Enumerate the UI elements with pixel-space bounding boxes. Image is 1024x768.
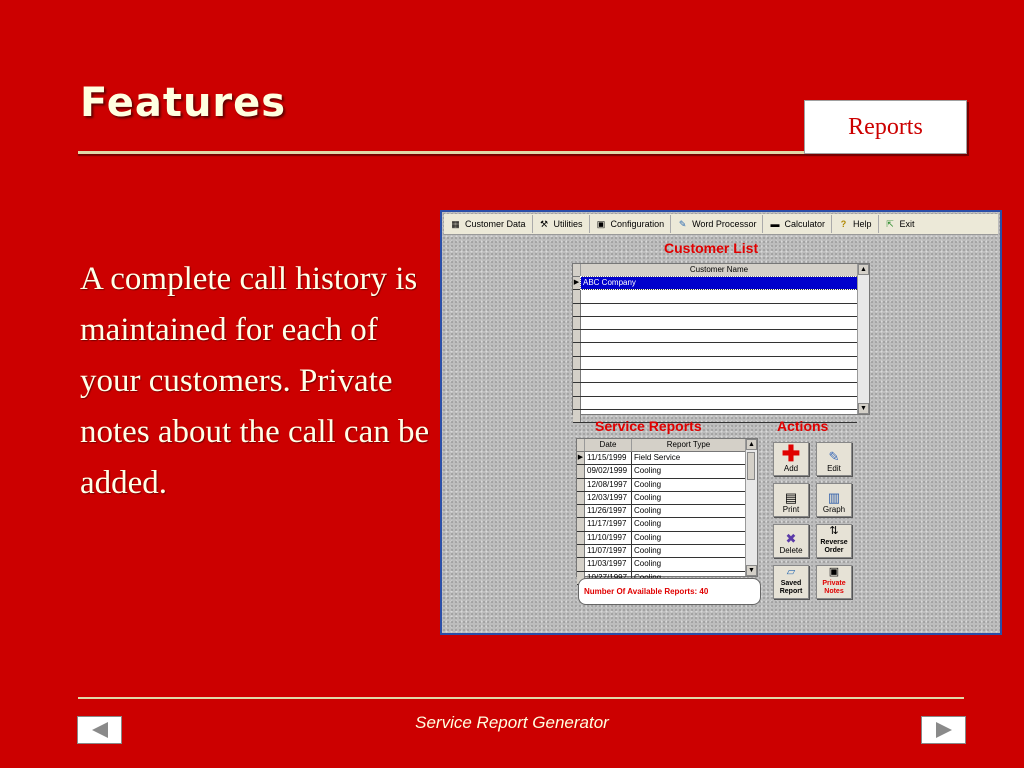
customer-data-icon: ▦ [451, 219, 460, 229]
report-type-cell: Cooling [634, 559, 662, 569]
table-row[interactable] [573, 330, 857, 343]
scroll-up-icon[interactable]: ▲ [858, 264, 869, 275]
row-selector[interactable]: ▶ [577, 452, 585, 464]
table-row[interactable] [573, 383, 857, 396]
print-button[interactable] [773, 483, 809, 517]
column-header: Report Type [666, 440, 711, 449]
reports-button[interactable]: Reports [804, 100, 967, 154]
add-button[interactable] [773, 442, 809, 476]
service-reports-scrollbar[interactable] [745, 439, 757, 576]
table-row[interactable] [573, 357, 857, 370]
row-selector[interactable] [573, 397, 581, 409]
row-selector[interactable]: ▶ [573, 277, 581, 289]
previous-slide-button[interactable] [77, 716, 122, 744]
report-type-cell: Cooling [634, 519, 662, 529]
button-label: Print [782, 505, 800, 514]
footer-title: Service Report Generator [415, 713, 609, 732]
menu-help[interactable] [832, 215, 879, 233]
table-row[interactable] [577, 545, 745, 558]
customer-name-cell [581, 397, 857, 409]
report-type-cell: Cooling [634, 466, 662, 476]
configuration-icon: ▣ [596, 219, 606, 229]
tools-icon: ⚒ [539, 219, 549, 229]
menu-word-processor[interactable] [671, 215, 763, 233]
row-selector[interactable] [573, 383, 581, 395]
delete-button[interactable] [773, 524, 809, 558]
row-selector[interactable] [573, 357, 581, 369]
menu-label: Configuration [610, 219, 665, 229]
row-selector[interactable] [577, 505, 585, 517]
row-selector[interactable] [573, 290, 581, 302]
edit-button[interactable] [816, 442, 852, 476]
row-selector[interactable] [577, 558, 585, 570]
report-date-cell: 12/03/1997 [585, 492, 632, 504]
customer-name-cell [581, 317, 857, 329]
report-type-cell: Field Service [634, 453, 681, 462]
row-selector[interactable] [573, 343, 581, 355]
menu-calculator[interactable] [763, 215, 832, 233]
table-row[interactable] [573, 290, 857, 303]
reverse-order-button[interactable] [816, 524, 852, 558]
customer-name-cell [581, 304, 857, 316]
customer-name-cell [581, 357, 857, 369]
row-selector[interactable] [573, 304, 581, 316]
report-date-cell: 09/02/1999 [585, 465, 632, 477]
table-row[interactable] [573, 343, 857, 356]
report-date-cell: 11/26/1997 [585, 505, 632, 517]
report-date-cell: 12/08/1997 [585, 479, 632, 491]
report-type-cell: Cooling [634, 532, 662, 542]
saved-report-icon: ▱ [786, 566, 796, 578]
app-screenshot-window [440, 210, 1002, 635]
row-selector[interactable] [577, 465, 585, 477]
word-processor-icon: ✎ [678, 219, 687, 229]
report-type-cell: Cooling [634, 492, 662, 502]
column-header: Customer Name [689, 265, 749, 274]
arrow-right-icon [936, 722, 952, 738]
reverse-order-icon: ⇅ [829, 525, 839, 537]
plus-icon: ✚ [781, 441, 801, 466]
scroll-down-icon[interactable]: ▼ [746, 565, 757, 576]
table-row[interactable] [573, 304, 857, 317]
open-folder-icon: ✎ [828, 449, 840, 464]
report-type-cell: Cooling [634, 546, 662, 556]
table-row[interactable] [577, 452, 745, 465]
row-selector[interactable] [577, 532, 585, 544]
menu-configuration[interactable] [590, 215, 672, 233]
table-row[interactable] [577, 518, 745, 531]
printer-icon: ▤ [784, 490, 798, 505]
table-row[interactable] [577, 479, 745, 492]
slide-body-text: A complete call history is maintained for each of your customers. Private notes about the call can be added. [80, 261, 430, 501]
private-notes-button[interactable] [816, 565, 852, 599]
footer-divider [78, 697, 964, 699]
table-row[interactable] [577, 465, 745, 478]
row-selector[interactable] [573, 370, 581, 382]
table-row[interactable] [573, 397, 857, 410]
customer-name-cell [581, 370, 857, 382]
service-reports-title: Service Reports [595, 418, 702, 434]
available-reports-count: Number Of Available Reports: 40 [578, 578, 761, 605]
notes-icon: ▣ [828, 566, 840, 578]
menu-label: Help [852, 219, 872, 229]
saved-report-button[interactable] [773, 565, 809, 599]
button-label: Edit [827, 464, 841, 473]
customer-list-scrollbar[interactable] [857, 264, 869, 414]
slide-title: Features [80, 80, 287, 126]
service-reports-grid [576, 438, 758, 577]
table-row[interactable] [577, 532, 745, 545]
menu-label: Word Processor [692, 219, 757, 229]
customer-list-grid [572, 263, 870, 415]
table-row[interactable] [577, 492, 745, 505]
customer-name-cell [581, 330, 857, 342]
button-label: Graph [822, 505, 846, 514]
exit-icon: ⇱ [886, 219, 894, 229]
menu-label: Calculator [784, 219, 825, 229]
column-header: Date [585, 439, 632, 451]
button-label: Saved Report [779, 580, 803, 595]
table-row[interactable] [577, 505, 745, 518]
row-selector[interactable] [577, 479, 585, 491]
report-date-cell: 11/10/1997 [585, 532, 632, 544]
button-label: Add [783, 464, 799, 473]
actions-title: Actions [777, 418, 829, 434]
report-date-cell: 11/15/1999 [585, 452, 632, 464]
report-date-cell: 11/03/1997 [585, 558, 632, 570]
table-row[interactable] [577, 558, 745, 571]
customer-name-cell [581, 290, 857, 302]
button-label: Private Notes [822, 580, 846, 595]
arrow-left-icon [92, 722, 108, 738]
report-date-cell: 11/07/1997 [585, 545, 632, 557]
report-date-cell: 11/17/1997 [585, 518, 632, 530]
menu-customer-data[interactable] [444, 215, 533, 233]
table-row[interactable] [573, 317, 857, 330]
customer-name-cell: ABC Company [581, 277, 857, 289]
customer-name-cell [581, 343, 857, 355]
customer-name-cell [581, 383, 857, 395]
report-type-cell: Cooling [634, 479, 662, 489]
customer-list-title: Customer List [664, 240, 759, 256]
row-selector[interactable] [573, 330, 581, 342]
scroll-thumb[interactable] [747, 452, 755, 480]
delete-icon: ✖ [785, 531, 797, 546]
menu-utilities[interactable] [533, 215, 590, 233]
row-selector[interactable] [577, 518, 585, 530]
scroll-up-icon[interactable]: ▲ [746, 439, 757, 450]
row-selector[interactable] [573, 317, 581, 329]
next-slide-button[interactable] [921, 716, 966, 744]
menu-exit[interactable] [879, 215, 921, 233]
table-row[interactable] [573, 370, 857, 383]
help-icon: ? [840, 219, 847, 229]
menu-label: Utilities [553, 219, 583, 229]
graph-button[interactable] [816, 483, 852, 517]
app-menubar [444, 214, 998, 235]
button-label: Reverse Order [820, 539, 848, 554]
table-row[interactable] [573, 277, 857, 290]
calculator-icon: ▬ [770, 219, 780, 229]
scroll-down-icon[interactable]: ▼ [858, 403, 869, 414]
row-selector[interactable] [573, 410, 581, 422]
menu-label: Customer Data [465, 219, 526, 229]
row-selector[interactable] [577, 492, 585, 504]
row-selector[interactable] [577, 545, 585, 557]
menu-label: Exit [899, 219, 915, 229]
bar-chart-icon: ▥ [827, 490, 841, 505]
report-type-cell: Cooling [634, 506, 662, 516]
button-label: Delete [779, 546, 803, 555]
